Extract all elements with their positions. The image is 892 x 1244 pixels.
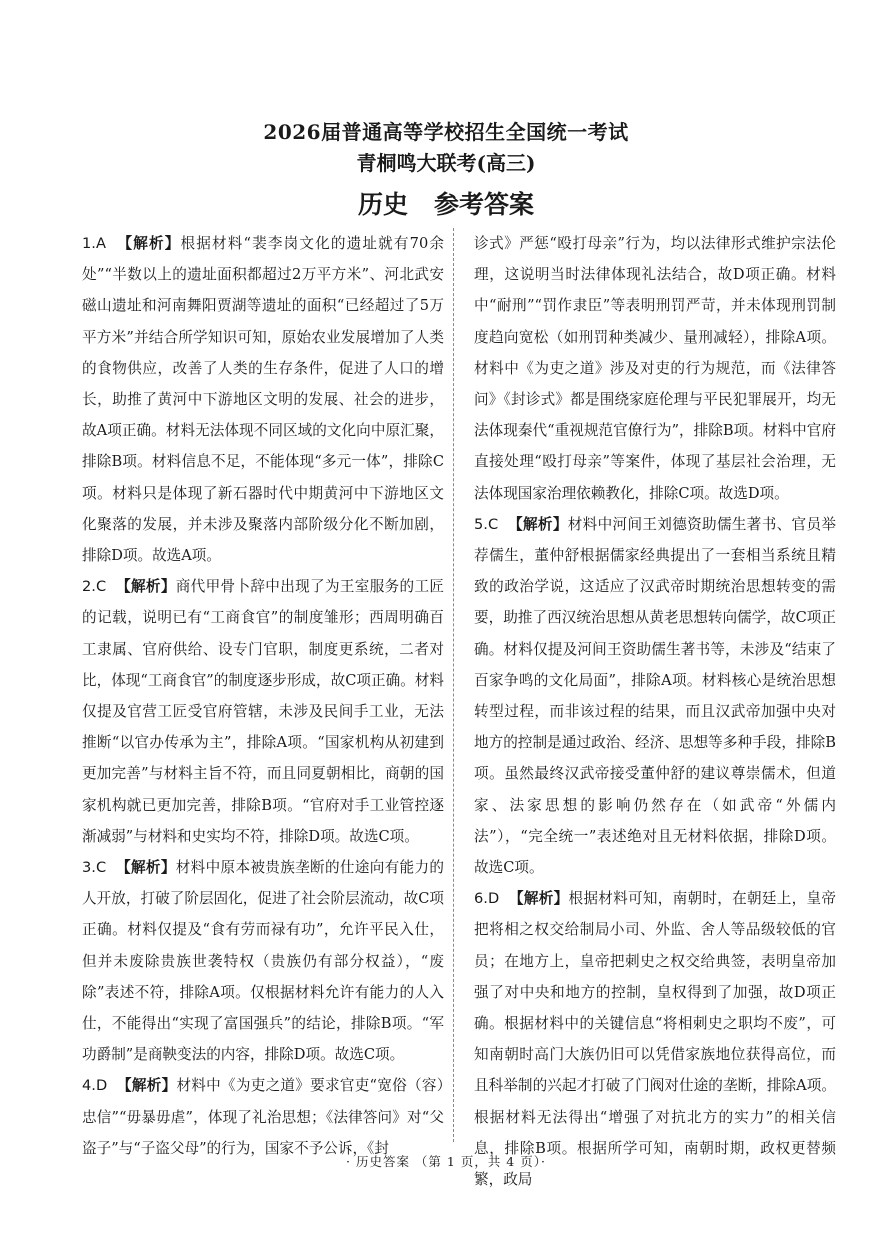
question-number: 2. (82, 578, 96, 596)
column-divider (453, 228, 454, 1142)
subject-name: 历史 (357, 190, 408, 219)
analysis-text: 根据材料“裴李岗文化的遗址就有70余处”“半数以上的遗址面积都超过2万平方米”、河北武安磁山遗址和河南舞阳贾湖等遗址的面积“已经超过了5万平方米”并结合所学知识可知，原始农业发展增加了人类的食物供应，改善了人类的生存条件，促进了人口的增长，助推了黄河中下游地区文明的发展、社会的进步，故A项正确。材料无法体现不同区域的文化向中原汇聚，排除B项。材料信息不足，不能体现“多元一体”，排除C项。材料只是体现了新石器时代中期黄河中下游地区文化聚落的发展，并未涉及聚落内部阶级分化不断加剧，排除D项。故选A项。 (82, 235, 444, 565)
analysis-text: 根据材料可知，南朝时，在朝廷上，皇帝把将相之权交给制局小司、外监、舍人等品级较低的官员；在地方上，皇帝把刺史之权交给典签，表明皇帝加强了对中央和地方的控制，皇权得到了加强，故D项正确。根据材料中的关键信息“将相刺史之职均不废”，可知南朝时高门大族仍旧可以凭借家族地位获得高位，而且科举制的兴起才打破了门阀对仕途的垄断，排除A项。根据材料无法得出“增强了对抗北方的实力”的相关信息，排除B项。根据所学可知，南朝时期，政权更替频繁，政局 (474, 890, 836, 1189)
question-number: 4. (82, 1077, 96, 1095)
analysis-tag: 【解析】 (117, 1077, 177, 1095)
answer-item-2 (82, 571, 444, 852)
analysis-tag: 【解析】 (509, 890, 569, 908)
answer-item-1 (82, 228, 444, 571)
analysis-tag: 【解析】 (116, 859, 176, 877)
answer-choice: C (487, 515, 499, 533)
answer-item-3 (82, 852, 444, 1070)
analysis-text: 材料中原本被贵族垄断的仕途向有能力的人开放，打破了阶层固化，促进了社会阶层流动，故C项正确。材料仅提及“食有劳而禄有功”，允许平民入仕，但并未废除贵族世袭特权（贵族仍有部分权益），“废除”表述不符，排除A项。仅根据材料允许有能力的人入仕，不能得出“实现了富国强兵”的结论，排除B项。“军功爵制”是商鞅变法的内容，排除D项。故选C项。 (82, 859, 444, 1064)
analysis-tag: 【解析】 (117, 235, 181, 252)
question-number: 3. (82, 859, 96, 877)
answer-item-4-continued: 诊式》严惩“殴打母亲”行为，均以法律形式维护宗法伦理，这说明当时法律体现礼法结合，故D项正确。材料中“耐刑”“罚作隶臣”等表明刑罚严苛，并未体现刑罚制度趋向宽松（如刑罚种类减少、量刑减轻），排除A项。材料中《为吏之道》涉及对吏的行为规范，而《法律答问》《封诊式》都是围绕家庭伦理与平民犯罪展开，均无法体现秦代“重视规范官僚行为”，排除B项。材料中官府直接处理“殴打母亲”等案件，体现了基层社会治理，无法体现国家治理依赖教化，排除C项。故选D项。 (474, 235, 836, 502)
answer-item-5 (474, 509, 836, 883)
analysis-tag: 【解析】 (116, 578, 176, 596)
page-footer: · 历史答案 （第 1 页，共 4 页）· (346, 1154, 546, 1169)
page-header (0, 118, 892, 222)
analysis-tag: 【解析】 (508, 515, 568, 533)
answer-choice: C (95, 578, 107, 596)
question-number: 1. (82, 235, 96, 252)
doc-type: 参考答案 (434, 190, 535, 219)
answer-choice: A (95, 235, 106, 252)
right-column (474, 228, 836, 1195)
left-column (82, 228, 444, 1164)
analysis-text: 材料中河间王刘德资助儒生著书、官员举荐儒生，董仲舒根据儒家经典提出了一套相当系统且精致的政治学说，这适应了汉武帝时期统治思想转变的需要，助推了西汉统治思想从黄老思想转向儒学，故C项正确。材料仅提及河间王资助儒生著书等，未涉及“结束了百家争鸣的文化局面”，排除A项。材料核心是统治思想转型过程，而非该过程的结果，而且汉武帝加强中央对地方的控制是通过政治、经济、思想等多种手段，排除B项。虽然最终汉武帝接受董仲舒的建议尊崇儒术，但道家、法家思想的影响仍然存在（如武帝“外儒内法”），“完全统一”表述绝对且无材料依据，排除D项。故选C项。 (474, 515, 836, 877)
answer-item-4 (82, 1070, 444, 1164)
subject-heading (0, 188, 892, 222)
question-number: 5. (474, 515, 488, 533)
answer-choice: C (95, 859, 107, 877)
exam-title: 2026届普通高等学校招生全国统一考试 (263, 120, 629, 144)
answer-choice: D (95, 1077, 108, 1095)
analysis-text: 材料中《为吏之道》要求官吏“宽俗（容）忠信”“毋暴毋虐”，体现了礼治思想；《法律答问》对“父盗子”与“子盗父母”的行为，国家不予公诉，《封 (82, 1077, 444, 1157)
answer-item-6 (474, 883, 836, 1195)
question-number: 6. (474, 890, 488, 908)
exam-subtitle: 青桐鸣大联考(高三) (356, 151, 536, 175)
analysis-text: 商代甲骨卜辞中出现了为王室服务的工匠的记载，说明已有“工商食官”的制度雏形；西周明确百工隶属、官府供给、设专门官职，制度更系统，二者对比，体现“工商食官”的制度逐步形成，故C项正确。材料仅提及官营工匠受官府管辖，未涉及民间手工业，无法推断“以官办传承为主”，排除A项。“国家机构从初建到更加完善”与材料主旨不符，而且同夏朝相比，商朝的国家机构就已更加完善，排除B项。“官府对手工业管控逐渐减弱”与材料和史实均不符，排除D项。故选C项。 (82, 578, 444, 845)
answer-choice: D (487, 890, 500, 908)
